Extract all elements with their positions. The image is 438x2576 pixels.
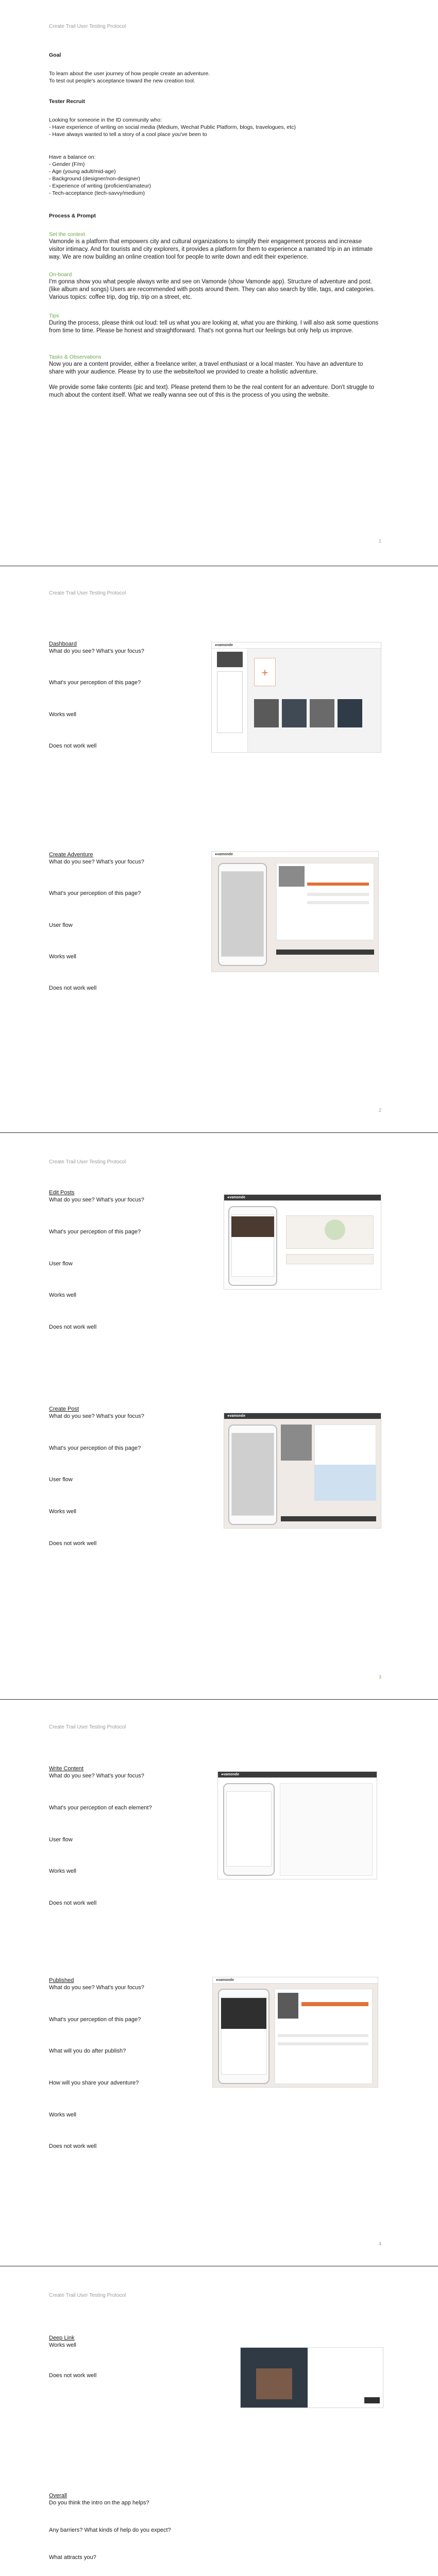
post-cover	[231, 1216, 274, 1237]
question: User flow	[49, 1477, 73, 1483]
question: User flow	[49, 922, 73, 928]
question: Works well	[49, 711, 76, 718]
logo-icon: ●vamonde	[216, 1978, 234, 1982]
section-title-write-content: Write Content	[49, 1766, 84, 1772]
logo-icon: ●vamonde	[221, 1773, 239, 1776]
tips-text: During the process, please think out loud: tell us what you are looking at, what you are thinking. I will also ask some questions from time to time. Please be honest and straightforward. That's not gonna hurt our feelings but only help us improve.	[49, 320, 379, 334]
context-title: Set the context	[49, 231, 86, 238]
question: Works well	[49, 1509, 76, 1515]
recruit-title: Tester Recruit	[49, 98, 85, 105]
tips-title: Tips	[49, 313, 59, 319]
question: Any barriers? What kinds of help do you expect?	[49, 2527, 171, 2533]
open-button	[364, 2397, 380, 2403]
top-bar	[212, 852, 378, 858]
onboard-text: I'm gonna show you what people always write and see on Vamonde (show Vamonde app). Structure of adventure and post. (like album and songs) Users are recommended with posts around them. They can also search by title, tags, and categories. Various topics: coffee trip, dog trip, trip on a street, etc.	[49, 279, 375, 300]
cover-thumb	[278, 1993, 298, 2019]
phone-mockup	[218, 863, 267, 966]
write-content-screenshot	[217, 1771, 377, 1879]
question: Works well	[49, 1292, 76, 1298]
input-line	[307, 893, 369, 896]
page-separator	[0, 1699, 438, 1700]
published-screenshot	[212, 1977, 378, 2088]
top-bar	[213, 1977, 378, 1984]
logo-icon: ●vamonde	[215, 853, 233, 856]
recruit-line: - Have experience of writing on social media (Medium, Wechat Public Platform, blogs, travelogues, etc)	[49, 124, 296, 130]
section-title-create-post: Create Post	[49, 1406, 79, 1412]
link-preview	[312, 2353, 379, 2394]
map-panel	[314, 1465, 376, 1501]
logo-icon: ●vamonde	[215, 643, 233, 647]
goal-title: Goal	[49, 52, 61, 58]
document-page-2	[0, 569, 438, 1130]
onboard-title: On-board	[49, 272, 72, 278]
section-title-published: Published	[49, 1977, 74, 1984]
top-bar	[224, 1413, 381, 1419]
phone-mockup	[228, 1425, 277, 1525]
action-bar	[281, 1516, 376, 1521]
image-thumb	[281, 1425, 312, 1461]
balance-line: - Experience of writing (proficient/amateur)	[49, 183, 151, 189]
phone-mockup	[223, 1783, 275, 1876]
edit-posts-screenshot	[224, 1194, 381, 1290]
question: Does not work well	[49, 1900, 97, 1906]
tasks-title: Tasks & Observations	[49, 354, 102, 360]
dashboard-screenshot	[211, 642, 381, 753]
question: User flow	[49, 1837, 73, 1843]
document-page-4	[0, 1702, 438, 2264]
goal-line: To test out people's acceptance toward the new creation tool.	[49, 78, 195, 84]
question: What's your perception of this page?	[49, 1229, 141, 1235]
question: Does not work well	[49, 1540, 97, 1547]
deep-link-screenshot	[240, 2347, 383, 2408]
section-title-dashboard: Dashboard	[49, 641, 77, 647]
question: What's your perception of this page?	[49, 890, 141, 896]
process-title: Process & Prompt	[49, 213, 96, 219]
add-card-icon: +	[254, 658, 276, 686]
input-line	[278, 2034, 368, 2037]
create-adventure-screenshot	[211, 851, 379, 972]
page-separator	[0, 1132, 438, 1133]
question: What do you see? What's your focus?	[49, 1413, 144, 1419]
phone-preview	[217, 671, 243, 733]
section-title-deep-link: Deep Link	[49, 2335, 75, 2341]
logo-icon: ●vamonde	[227, 1414, 245, 1418]
question: Does not work well	[49, 1324, 97, 1330]
question: Works well	[49, 1868, 76, 1874]
balance-line: - Age (young adult/mid-age)	[49, 168, 116, 175]
recruit-line: - Have always wanted to tell a story of a cool place you've been to	[49, 131, 207, 138]
question: Does not work well	[49, 2372, 97, 2379]
question: What do you see? What's your focus?	[49, 648, 144, 654]
section-title-edit-posts: Edit Posts	[49, 1190, 75, 1196]
question: What do you see? What's your focus?	[49, 859, 144, 865]
tasks-text: We provide some fake contents (pic and text). Please pretend them to be the real content for an adventure. Don't struggle to much about the content itself. What we really wanna see out of this is the process of you using the website.	[49, 384, 375, 398]
question: User flow	[49, 1261, 73, 1267]
input-line	[307, 901, 369, 904]
adventure-card	[282, 699, 307, 727]
image-thumb	[279, 866, 305, 887]
section-title-create-adventure: Create Adventure	[49, 852, 93, 858]
page-number: 2	[379, 1108, 382, 1113]
document-page-1	[0, 0, 438, 562]
question: Do you think the intro on the app helps?	[49, 2500, 149, 2506]
question: What's your perception of this page?	[49, 680, 141, 686]
page-number: 1	[379, 538, 382, 544]
balance-line: Have a balance on:	[49, 154, 96, 160]
adventure-card	[338, 699, 362, 727]
balance-line: - Background (designer/non-designer)	[49, 176, 140, 182]
input-line	[278, 2042, 368, 2045]
question: Does not work well	[49, 743, 97, 749]
question: What will you do after publish?	[49, 2048, 126, 2054]
balance-line: - Tech-acceptance (tech-savvy/medium)	[49, 190, 145, 196]
section-title-overall: Overall	[49, 2493, 67, 2499]
question: What's your perception of this page?	[49, 2016, 141, 2023]
page-header: Create Trail User Testing Protocol	[49, 24, 126, 29]
goal-line: To learn about the user journey of how people create an adventure.	[49, 71, 210, 77]
top-bar	[218, 1772, 377, 1778]
document-page-3	[0, 1136, 438, 1697]
question: Does not work well	[49, 985, 97, 991]
create-post-screenshot	[224, 1413, 381, 1529]
question: What do you see? What's your focus?	[49, 1773, 144, 1779]
question: What do you see? What's your focus?	[49, 1197, 144, 1203]
question: How will you share your adventure?	[49, 2080, 139, 2086]
recruit-line: Looking for someone in the ID community who:	[49, 117, 162, 123]
accent-field	[301, 2002, 368, 2006]
question: What do you see? What's your focus?	[49, 1985, 144, 1991]
question: Does not work well	[49, 2143, 97, 2149]
page-header: Create Trail User Testing Protocol	[49, 2293, 126, 2298]
page-number: 4	[379, 2241, 382, 2246]
adventure-card	[310, 699, 334, 727]
question: Works well	[49, 2342, 76, 2348]
page-header: Create Trail User Testing Protocol	[49, 1159, 126, 1165]
page-header: Create Trail User Testing Protocol	[49, 1724, 126, 1730]
logo-icon: ●vamonde	[227, 1196, 245, 1199]
map-thumb	[325, 1219, 345, 1240]
house-shape	[256, 2368, 292, 2399]
document-page-5	[0, 2269, 438, 2576]
tasks-text: Now you are a content provider, either a freelance writer, a travel enthusiast or a local master. You have an adventure to share with your audience. Please try to use the website/tool we provided to create a holistic adventure.	[49, 361, 363, 375]
accent-field	[307, 883, 369, 886]
question: Works well	[49, 954, 76, 960]
post-cover	[221, 1998, 266, 2029]
page-header: Create Trail User Testing Protocol	[49, 590, 126, 596]
adventure-card	[254, 699, 279, 727]
question: What's your perception of each element?	[49, 1805, 152, 1811]
page-number: 3	[379, 1674, 382, 1680]
profile-image	[217, 652, 243, 667]
top-bar	[212, 642, 381, 649]
action-bar	[276, 950, 374, 955]
context-text: Vamonde is a platform that empowers city and cultural organizations to simplify their engagement process and increase visitor intimacy. And for tourists and city explorers, it provides a platform for them to experience a narrated trip in an intimate way. We are now building an online creation tool for people to write down and edit their experience.	[49, 239, 373, 260]
editor-panel	[280, 1783, 373, 1876]
question: Works well	[49, 2112, 76, 2118]
question: What attracts you?	[49, 2554, 96, 2561]
balance-line: - Gender (F/m)	[49, 161, 85, 167]
top-bar	[224, 1195, 381, 1201]
question: What's your perception of this page?	[49, 1445, 141, 1451]
post-card	[286, 1254, 374, 1264]
